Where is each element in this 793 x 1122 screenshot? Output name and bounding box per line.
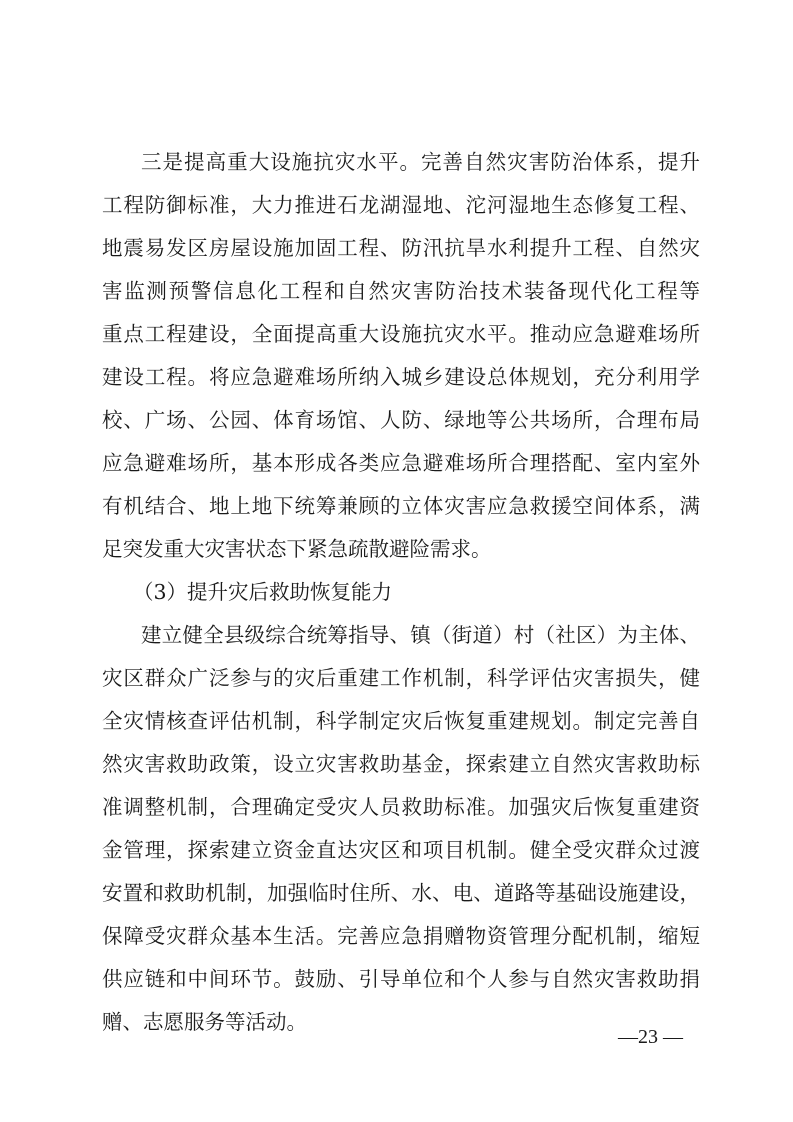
text-line: 供应链和中间环节。鼓励、引导单位和个人参与自然灾害救助捐: [102, 967, 700, 991]
text-line: 三是提高重大设施抗灾水平。完善自然灾害防治体系，提升: [141, 150, 700, 174]
text-line: 灾区群众广泛参与的灾后重建工作机制，科学评估灾害损失，健: [102, 666, 700, 690]
text-line: 足突发重大灾害状态下紧急疏散避险需求。: [102, 537, 492, 561]
text-line: 建设工程。将应急避难场所纳入城乡建设总体规划，充分利用学: [102, 365, 700, 389]
text-line: 保障受灾群众基本生活。完善应急捐赠物资管理分配机制，缩短: [102, 924, 700, 948]
text-line: 全灾情核查评估机制，科学制定灾后恢复重建规划。制定完善自: [102, 709, 700, 733]
text-line: 有机结合、地上地下统筹兼顾的立体灾害应急救援空间体系，满: [102, 494, 700, 518]
text-line: 安置和救助机制，加强临时住所、水、电、道路等基础设施建设，: [102, 881, 700, 905]
text-line: 建立健全县级综合统筹指导、镇（街道）村（社区）为主体、: [141, 623, 700, 647]
text-line: 赠、志愿服务等活动。: [102, 1010, 307, 1034]
page-number: —23 —: [618, 1026, 683, 1048]
text-line: 地震易发区房屋设施加固工程、防汛抗旱水利提升工程、自然灾: [102, 236, 700, 260]
text-line: 工程防御标准，大力推进石龙湖湿地、沱河湿地生态修复工程、: [102, 193, 700, 217]
text-line: 害监测预警信息化工程和自然灾害防治技术装备现代化工程等: [102, 279, 700, 303]
text-line: 重点工程建设，全面提高重大设施抗灾水平。推动应急避难场所: [102, 322, 700, 346]
text-line: 金管理，探索建立资金直达灾区和项目机制。健全受灾群众过渡: [102, 838, 700, 862]
text-line: 准调整机制，合理确定受灾人员救助标准。加强灾后恢复重建资: [102, 795, 700, 819]
text-line: 校、广场、公园、体育场馆、人防、绿地等公共场所，合理布局: [102, 408, 700, 432]
section-heading: （3）提升灾后救助恢复能力: [133, 580, 393, 604]
text-line: 应急避难场所，基本形成各类应急避难场所合理搭配、室内室外: [102, 451, 700, 475]
text-line: 然灾害救助政策，设立灾害救助基金，探索建立自然灾害救助标: [102, 752, 700, 776]
